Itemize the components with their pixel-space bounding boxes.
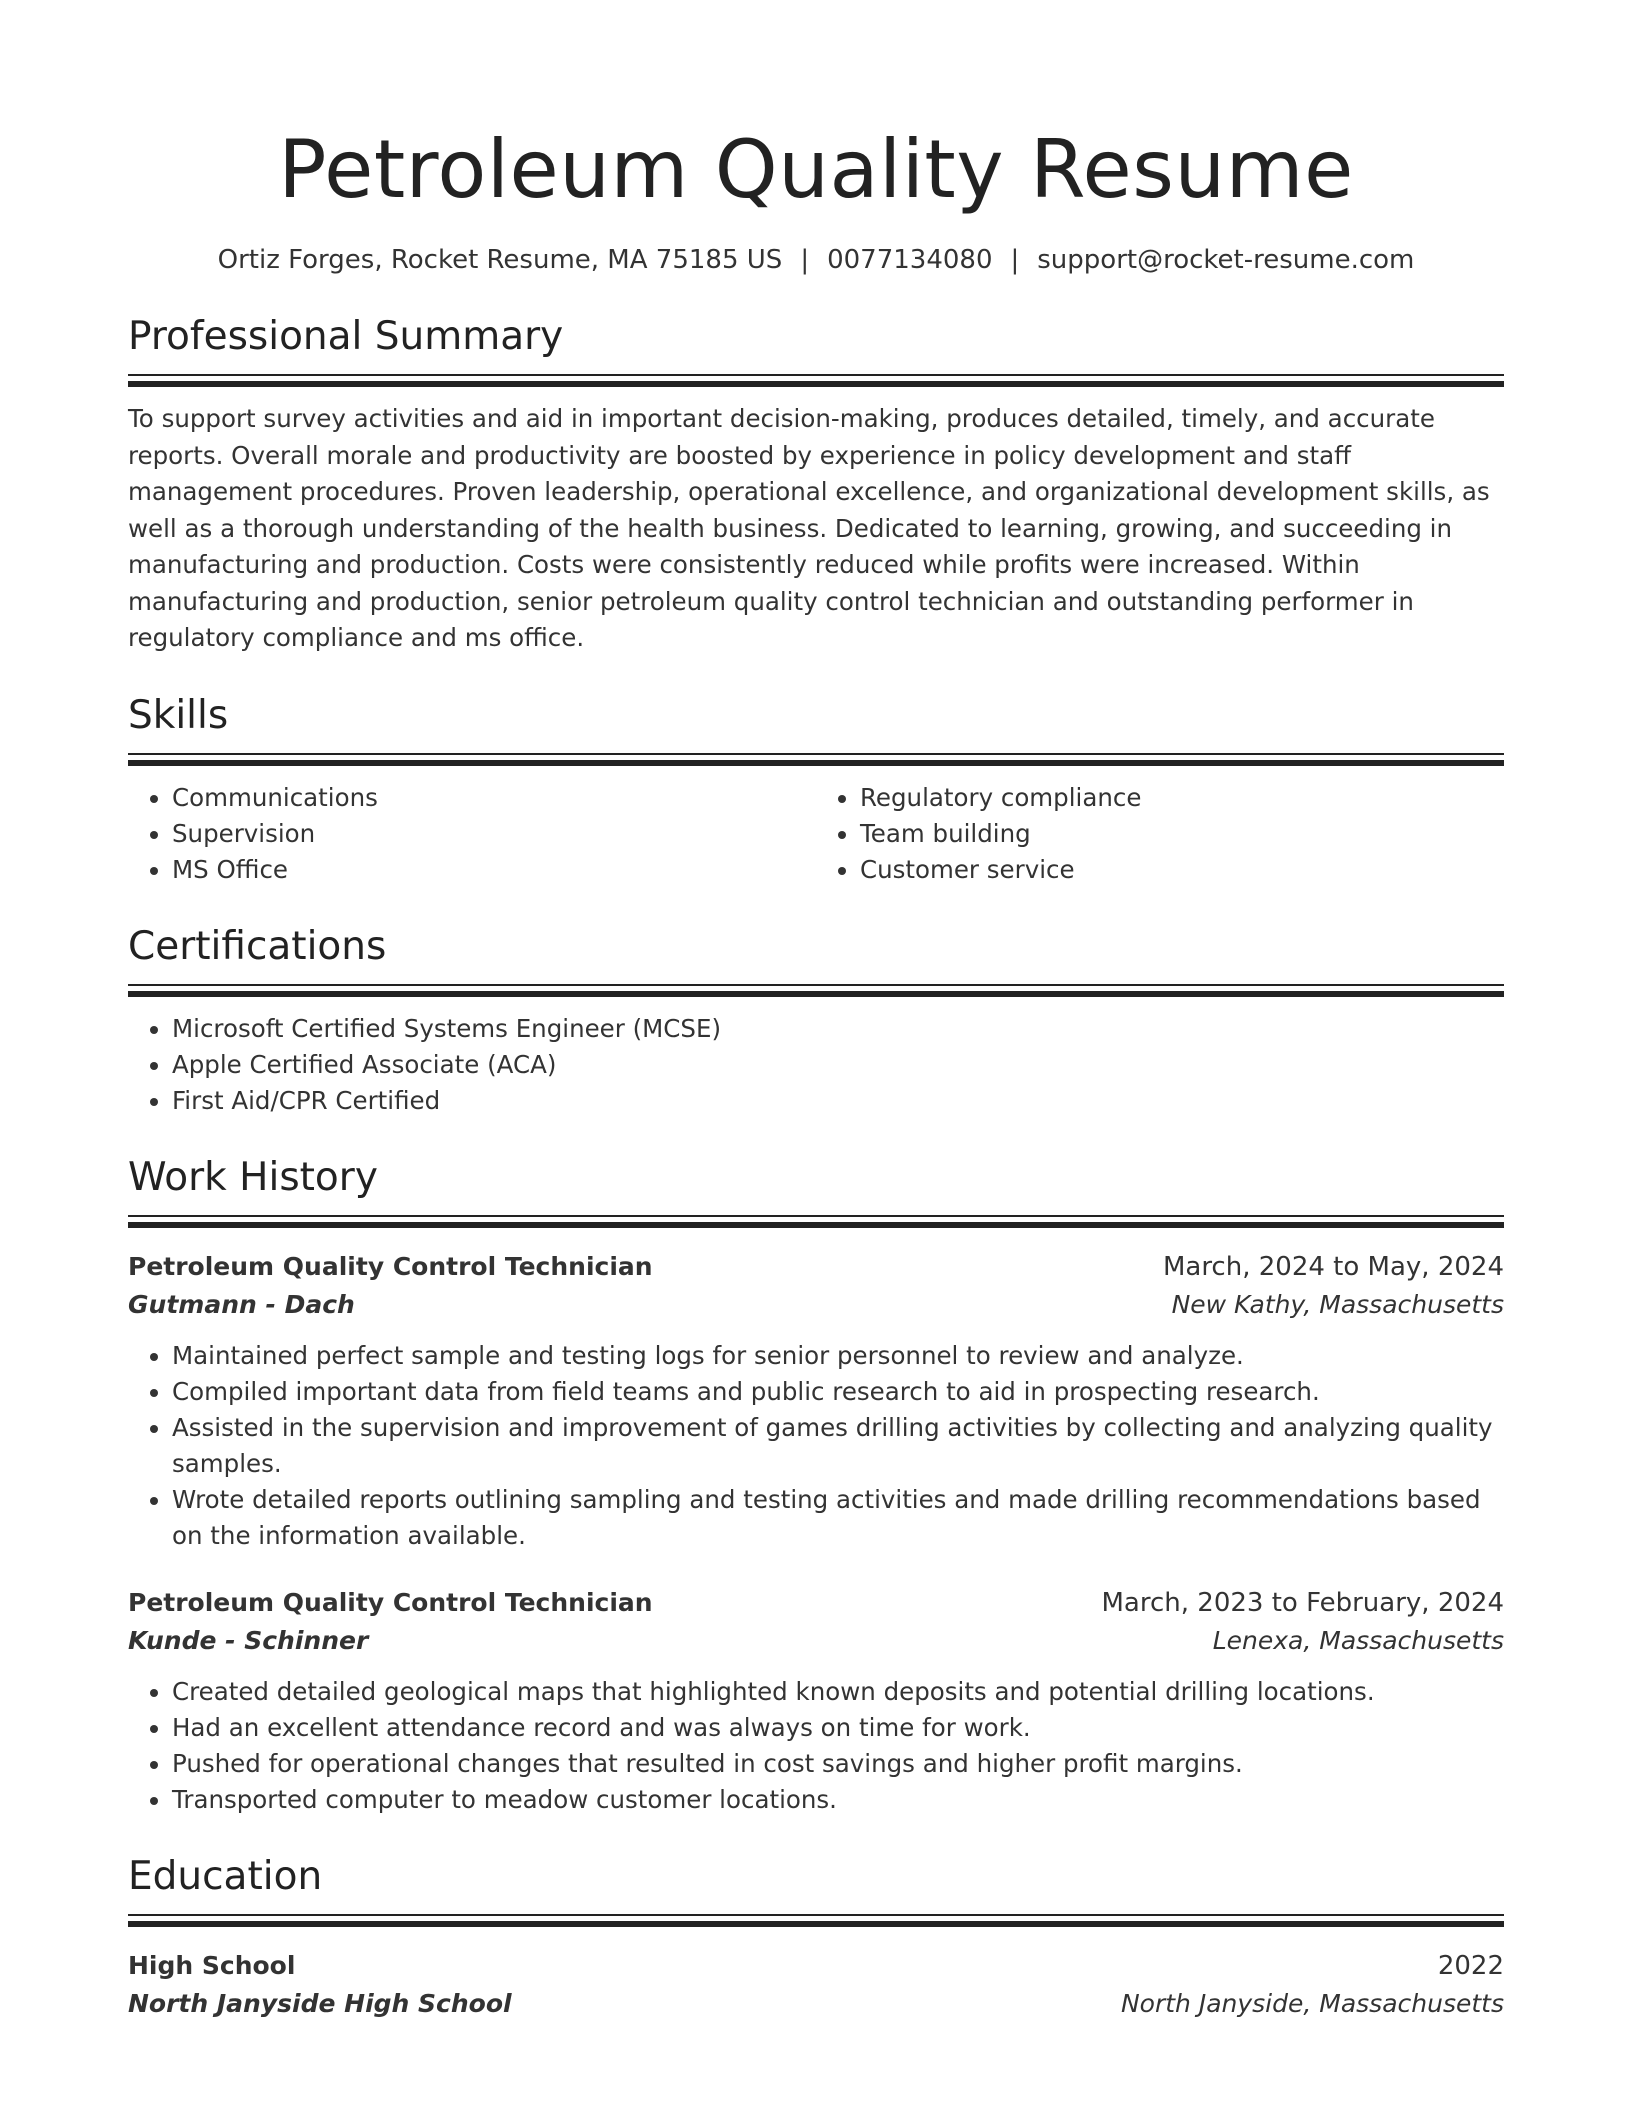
job-bullets xyxy=(128,1338,1504,1554)
certification-item: • Microsoft Certified Systems Engineer (MCSE) xyxy=(172,1011,1504,1047)
job-bullet: • Assisted in the supervision and improvement of games drilling activities by collecting and analyzing quality samples. xyxy=(172,1410,1504,1482)
section-title-skills: Skills xyxy=(128,692,229,738)
job-company: Kunde - Schinner xyxy=(128,1625,369,1655)
education-entry xyxy=(128,1947,1504,2023)
skill-item: • MS Office xyxy=(172,852,816,888)
job-bullet: • Transported computer to meadow customer locations. xyxy=(172,1782,1504,1818)
skill-item: • Regulatory compliance xyxy=(860,780,1504,816)
section-title-summary: Professional Summary xyxy=(128,314,564,359)
job-company: Gutmann - Dach xyxy=(128,1289,355,1319)
contact-separator: | xyxy=(1010,245,1020,275)
job-bullet: • Pushed for operational changes that resulted in cost savings and higher profit margins. xyxy=(172,1746,1504,1782)
section-divider xyxy=(128,753,1504,766)
section-divider xyxy=(128,984,1504,997)
job-bullet: • Had an excellent attendance record and was always on time for work. xyxy=(172,1710,1504,1746)
contact-phone: 0077134080 xyxy=(827,245,993,275)
education-location: North Janyside, Massachusetts xyxy=(1120,1988,1504,2018)
job-company-row xyxy=(128,1622,1504,1660)
contact-line xyxy=(128,242,1504,278)
job-bullet: • Maintained perfect sample and testing logs for senior personnel to review and analyze. xyxy=(172,1338,1504,1374)
contact-email: support@rocket-resume.com xyxy=(1037,245,1415,275)
section-divider xyxy=(128,374,1504,387)
job-title: Petroleum Quality Control Technician xyxy=(128,1251,653,1281)
education-school: North Janyside High School xyxy=(128,1988,512,2018)
job-header-row xyxy=(128,1248,1504,1286)
job-location: Lenexa, Massachusetts xyxy=(1212,1625,1504,1655)
job-dates: March, 2023 to February, 2024 xyxy=(1101,1587,1504,1618)
section-title-work-history: Work History xyxy=(128,1154,378,1200)
job-title: Petroleum Quality Control Technician xyxy=(128,1587,653,1617)
job-entry xyxy=(128,1248,1504,1554)
certifications-list xyxy=(128,1011,1504,1119)
skill-item: • Communications xyxy=(172,780,816,816)
skills-list-right xyxy=(816,780,1504,888)
contact-separator: | xyxy=(800,245,810,275)
job-bullet: • Compiled important data from field teams and public research to aid in prospecting research. xyxy=(172,1374,1504,1410)
education-school-row xyxy=(128,1985,1504,2023)
section-title-education: Education xyxy=(128,1853,323,1899)
job-bullet: • Wrote detailed reports outlining sampling and testing activities and made drilling recommendations based on the information available. xyxy=(172,1482,1504,1554)
job-header-row xyxy=(128,1584,1504,1622)
job-bullet: • Created detailed geological maps that highlighted known deposits and potential drilling locations. xyxy=(172,1674,1504,1710)
certifications-section xyxy=(128,922,1504,1119)
skill-item: • Supervision xyxy=(172,816,816,852)
job-bullets xyxy=(128,1674,1504,1818)
skill-item: • Customer service xyxy=(860,852,1504,888)
education-section xyxy=(128,1852,1504,2023)
section-divider xyxy=(128,1914,1504,1927)
job-entry xyxy=(128,1584,1504,1818)
skills-section xyxy=(128,691,1504,888)
skill-item: • Team building xyxy=(860,816,1504,852)
job-dates: March, 2024 to May, 2024 xyxy=(1162,1251,1504,1282)
summary-section xyxy=(128,312,1504,657)
certification-item: • First Aid/CPR Certified xyxy=(172,1083,1504,1119)
skills-list-left xyxy=(128,780,816,888)
education-year: 2022 xyxy=(1437,1950,1504,1981)
resume-name: Petroleum Quality Resume xyxy=(278,123,1354,216)
contact-address: Ortiz Forges, Rocket Resume, MA 75185 US xyxy=(217,245,783,275)
section-title-certifications: Certifications xyxy=(128,923,387,969)
summary-text: To support survey activities and aid in important decision-making, produces detailed, timely, and accurate reports. Overall morale and productivity are boosted by experience in policy development and staff management procedures. Proven leadership, operational excellence, and organizational development skills, as well as a thorough understanding of the health business. Dedicated to learning, growing, and succeeding in manufacturing and production. Costs were consistently reduced while profits were increased. Within manufacturing and production, senior petroleum quality control technician and outstanding performer in regulatory compliance and ms office. xyxy=(128,404,1490,652)
work-history-section xyxy=(128,1153,1504,1818)
job-company-row xyxy=(128,1286,1504,1324)
section-divider xyxy=(128,1215,1504,1228)
education-header-row xyxy=(128,1947,1504,1985)
certification-item: • Apple Certified Associate (ACA) xyxy=(172,1047,1504,1083)
job-location: New Kathy, Massachusetts xyxy=(1171,1289,1504,1319)
education-degree: High School xyxy=(128,1950,296,1980)
skills-columns xyxy=(128,780,1504,888)
